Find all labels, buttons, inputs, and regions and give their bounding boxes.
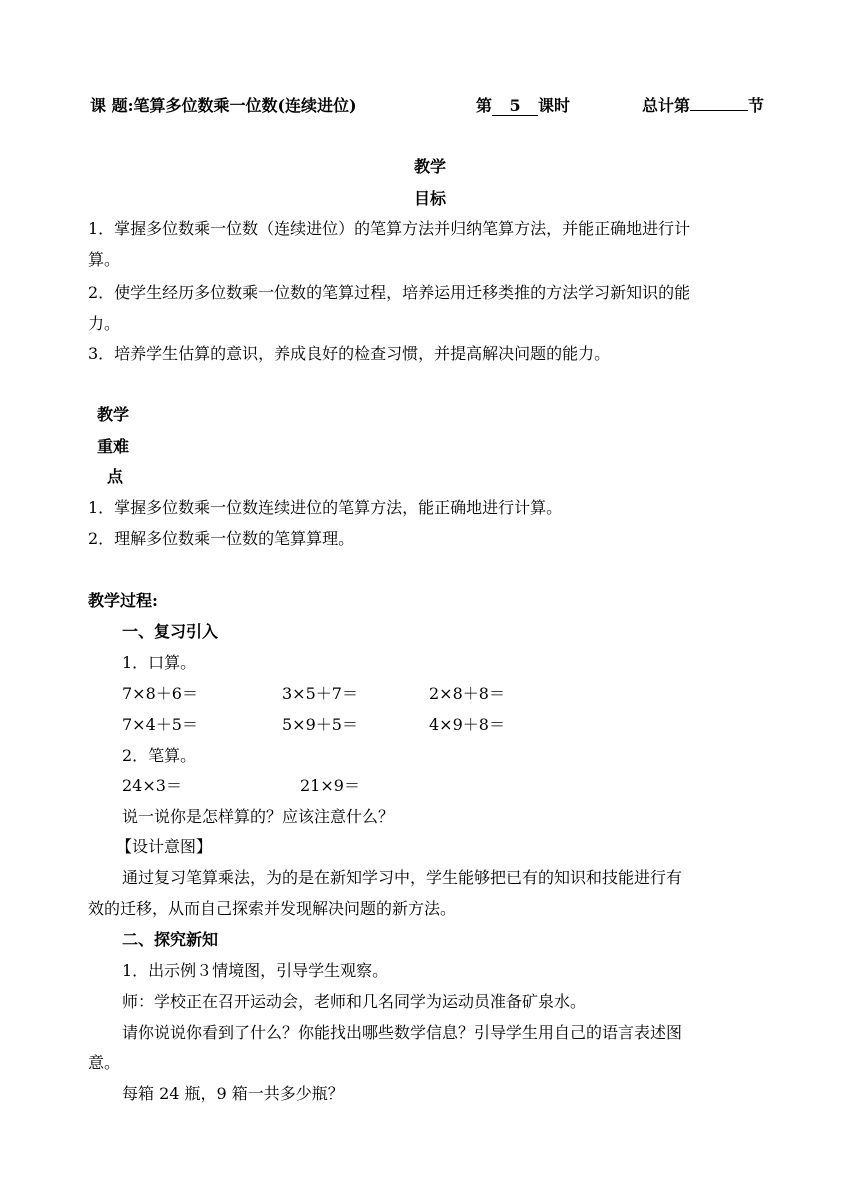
objective-3: 3．培养学生估算的意识，养成良好的检查习惯，并提高解决问题的能力。 (88, 344, 611, 363)
lesson-number-value: 5 (492, 97, 538, 116)
design-intent-label: 【设计意图】 (116, 837, 213, 856)
difficulties-heading-line1: 教学 (97, 405, 130, 424)
observation-prompt-line-b: 意。 (88, 1053, 121, 1072)
lesson-suffix: 课时 (538, 96, 571, 115)
section-1-item-1: 1．口算。 (122, 653, 197, 672)
topic-label: 课 题: (90, 96, 134, 115)
oral-calc-r2-c3: 4×9＋8＝ (429, 715, 505, 734)
objective-1-line-a: 1．掌握多位数乘一位数（连续进位）的笔算方法并归纳笔算方法，并能正确地进行计 (88, 219, 691, 238)
objectives-heading-line2: 目标 (414, 189, 447, 208)
lesson-prefix: 第 (476, 96, 493, 115)
section-1-item-2: 2．笔算。 (122, 746, 197, 765)
total-blank (690, 110, 748, 111)
difficulty-2: 2．理解多位数乘一位数的笔算算理。 (88, 529, 355, 548)
objective-2-line-a: 2．使学生经历多位数乘一位数的笔算过程，培养运用迁移类推的方法学习新知识的能 (88, 283, 691, 302)
oral-calc-r1-c2: 3×5＋7＝ (282, 684, 358, 703)
lesson-topic (90, 95, 357, 117)
difficulty-1: 1．掌握多位数乘一位数连续进位的笔算方法，能正确地进行计算。 (88, 498, 563, 517)
word-problem: 每箱 24 瓶，9 箱一共多少瓶？ (122, 1084, 344, 1103)
section-1-title: 一、复习引入 (122, 622, 219, 641)
objectives-heading-line1: 教学 (414, 157, 447, 176)
written-calc-1: 24×3＝ (122, 776, 182, 795)
oral-calc-r2-c1: 7×4＋5＝ (122, 715, 198, 734)
difficulties-heading-line2: 重难 (97, 437, 130, 456)
oral-calc-r1-c3: 2×8＋8＝ (429, 684, 505, 703)
total-prefix: 总计第 (642, 96, 691, 115)
lesson-number (476, 95, 570, 117)
total-suffix: 节 (748, 96, 765, 115)
design-intent-line-a: 通过复习笔算乘法，为的是在新知学习中，学生能够把已有的知识和技能进行有 (122, 868, 683, 887)
difficulties-heading-line3: 点 (107, 467, 124, 486)
section-2-title: 二、探究新知 (122, 930, 219, 949)
design-intent-line-b: 效的迁移，从而自己探索并发现解决问题的新方法。 (88, 899, 457, 918)
oral-calc-r2-c2: 5×9＋5＝ (282, 715, 358, 734)
section-2-item-1: 1．出示例３情境图，引导学生观察。 (122, 961, 389, 980)
objective-1-line-b: 算。 (88, 250, 121, 269)
topic-title: 笔算多位数乘一位数(连续进位) (133, 96, 357, 115)
oral-calc-r1-c1: 7×8＋6＝ (122, 684, 198, 703)
review-question: 说一说你是怎样算的？应该注意什么？ (122, 807, 395, 826)
total-count (642, 95, 764, 117)
observation-prompt-line-a: 请你说说你看到了什么？你能找出哪些数学信息？引导学生用自己的语言表述图 (122, 1023, 683, 1042)
teacher-line: 师：学校正在召开运动会，老师和几名同学为运动员准备矿泉水。 (122, 992, 587, 1011)
process-heading: 教学过程: (88, 591, 158, 610)
written-calc-2: 21×9＝ (300, 776, 360, 795)
objective-2-line-b: 力。 (88, 314, 121, 333)
